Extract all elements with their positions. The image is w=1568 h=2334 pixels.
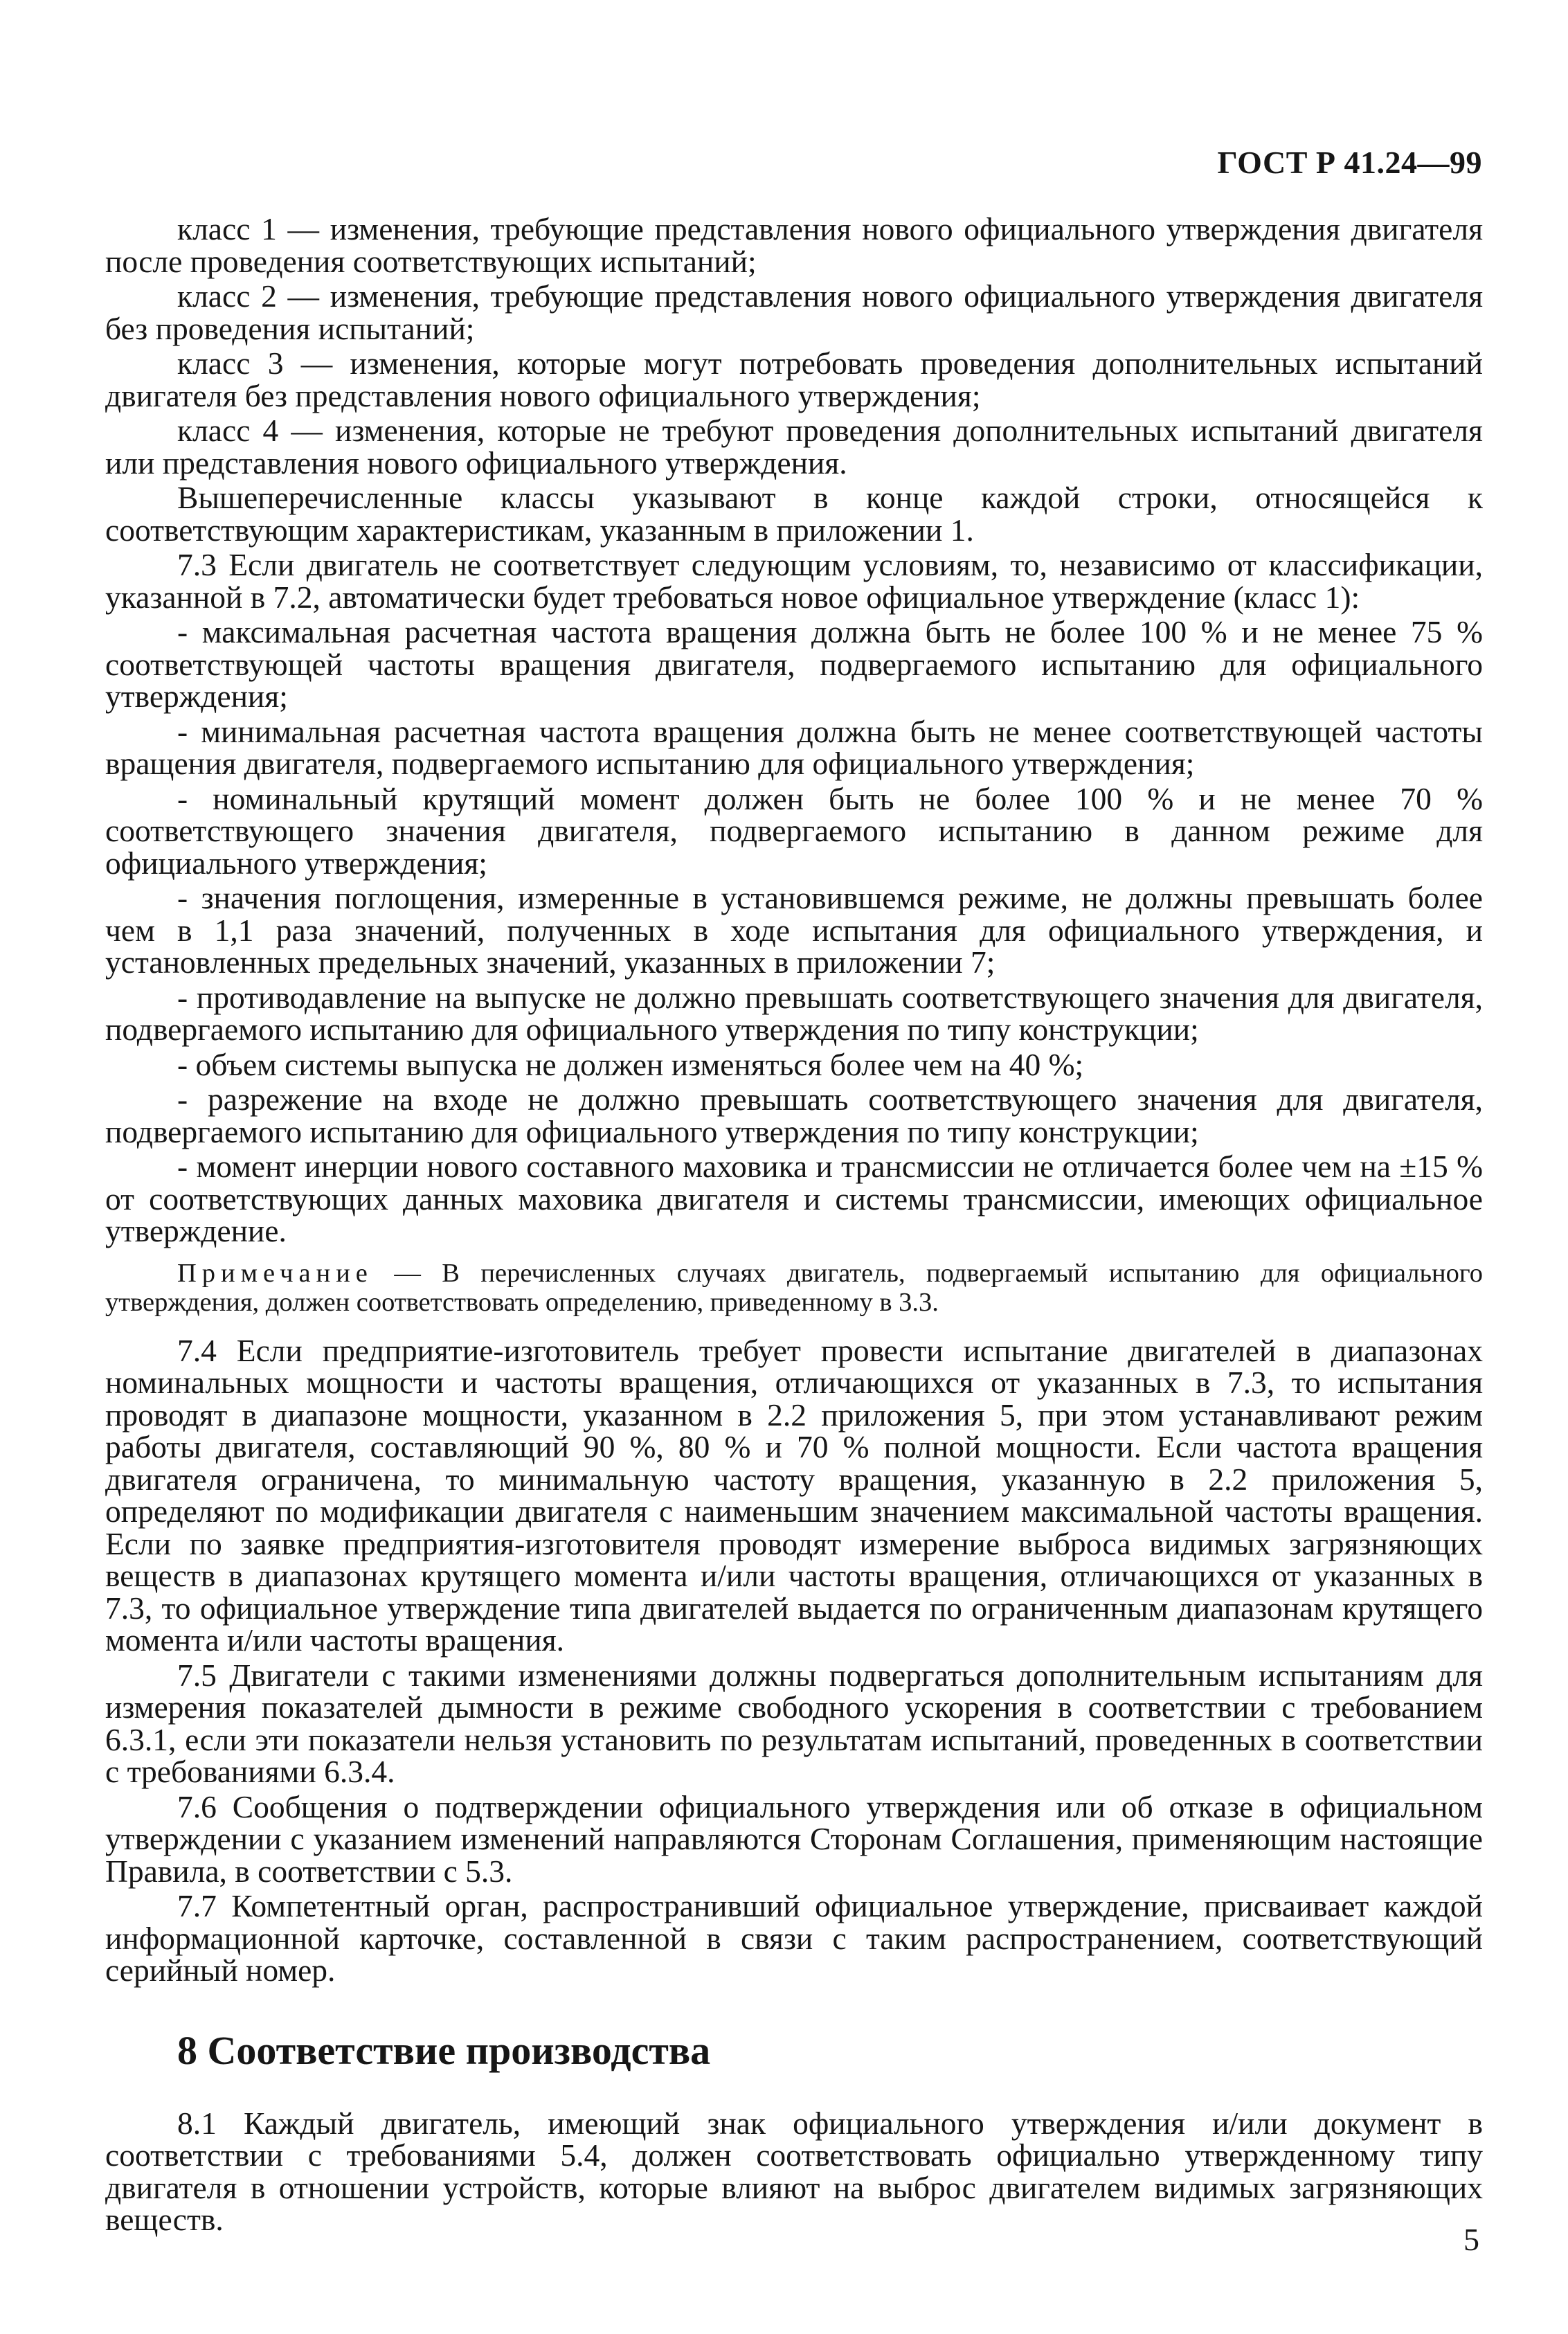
paragraph-7-6: 7.6 Сообщения о подтверждении официального утверждения или об отказе в официальном утверждении с указанием изменений направляются Сторонам Соглашения, применяющим настоящие Правила, в соответствии с 5.3. [105, 1788, 1483, 1889]
document-code: ГОСТ Р 41.24—99 [1217, 145, 1482, 180]
list-item-min-speed: - минимальная расчетная частота вращения должна быть не менее соответствующей частоты вращения двигателя, подвергаемого испытанию для официального утверждения; [105, 713, 1483, 781]
list-item-inertia: - момент инерции нового составного маховика и трансмиссии не отличается более чем на ±15 % от соответствующих данных маховика двигателя и системы трансмиссии, имеющих официальное утверждение. [105, 1149, 1483, 1248]
note [105, 1259, 1483, 1317]
paragraph-7-4: 7.4 Если предприятие-изготовитель требует провести испытание двигателей в диапазонах номинальных мощности и частоты вращения, отличающихся от указанных в 7.3, то испытания проводят в диапазоне мощности, указанном в 2.2 приложения 5, при этом устанавливают режим работы двигателя, составляющий 90 %, 80 % и 70 % полной мощности. Если частота вращения двигателя ограничена, то минимальную частоту вращения, указанную в 2.2 приложения 5, определяют по модификации двигателя с наименьшим значением максимальной частоты вращения. Если по заявке предприятия-изготовителя проводят измерение выброса видимых загрязняющих веществ в диапазонах крутящего момента и/или частоты вращения, отличающихся от указанных в 7.3, то официальное утверждение типа двигателей выдается по ограниченным диапазонам крутящего момента и/или частоты вращения. [105, 1332, 1483, 1658]
paragraph-class-1: класс 1 — изменения, требующие представления нового официального утверждения двигателя после проведения соответствующих испытаний; [105, 211, 1483, 279]
paragraph-classes-note: Вышеперечисленные классы указывают в конце каждой строки, относящейся к соответствующим характеристикам, указанным в приложении 1. [105, 480, 1483, 548]
document-body [105, 213, 1483, 2239]
list-item-intake-depression: - разрежение на входе не должно превышать соответствующего значения для двигателя, подвергаемого испытанию для официального утверждения по типу конструкции; [105, 1081, 1483, 1149]
paragraph-class-4: класс 4 — изменения, которые не требуют проведения дополнительных испытаний двигателя или представления нового официального утверждения. [105, 413, 1483, 481]
paragraph-class-3: класс 3 — изменения, которые могут потребовать проведения дополнительных испытаний двигателя без представления нового официального утверждения; [105, 345, 1483, 413]
page-number: 5 [1463, 2222, 1479, 2257]
list-item-backpressure: - противодавление на выпуске не должно превышать соответствующего значения для двигателя, подвергаемого испытанию для официального утверждения по типу конструкции; [105, 979, 1483, 1047]
paragraph-class-2: класс 2 — изменения, требующие представления нового официального утверждения двигателя без проведения испытаний; [105, 278, 1483, 346]
paragraph-7-7: 7.7 Компетентный орган, распространивший официальное утверждение, присваивает каждой информационной карточке, составленной в связи с таким распространением, соответствующий серийный номер. [105, 1888, 1483, 1988]
paragraph-7-3: 7.3 Если двигатель не соответствует следующим условиям, то, независимо от классификации, указанной в 7.2, автоматически будет требоваться новое официальное утверждение (класс 1): [105, 547, 1483, 615]
list-item-torque: - номинальный крутящий момент должен быть не более 100 % и не менее 70 % соответствующего значения двигателя, подвергаемого испытанию в данном режиме для официального утверждения; [105, 780, 1483, 881]
note-label: Примечание [177, 1258, 373, 1288]
paragraph-8-1: 8.1 Каждый двигатель, имеющий знак официального утверждения и/или документ в соответствии с требованиями 5.4, должен соответствовать официально утвержденному типу двигателя в отношении устройств, которые влияют на выброс двигателем видимых загрязняющих веществ. [105, 2105, 1483, 2237]
list-item-absorption: - значения поглощения, измеренные в установившемся режиме, не должны превышать более чем в 1,1 раза значений, полученных в ходе испытания для официального утверждения, и установленных предельных значений, указанных в приложении 7; [105, 880, 1483, 980]
paragraph-7-5: 7.5 Двигатели с такими изменениями должны подвергаться дополнительным испытаниям для измерения показателей дымности в режиме свободного ускорения в соответствии с требованием 6.3.1, если эти показатели нельзя установить по результатам испытаний, проведенных в соответствии с требованиями 6.3.4. [105, 1657, 1483, 1789]
note-text: — В перечисленных случаях двигатель, подвергаемый испытанию для официального утверждения, должен соответствовать определению, приведенному в 3.3. [105, 1258, 1483, 1317]
section-heading: 8 Соответствие производства [177, 2027, 711, 2073]
list-item-exhaust-volume: - объем системы выпуска не должен изменяться более чем на 40 %; [177, 1046, 1084, 1082]
list-item-max-speed: - максимальная расчетная частота вращения должна быть не более 100 % и не менее 75 % соответствующей частоты вращения двигателя, подвергаемого испытанию для официального утверждения; [105, 614, 1483, 714]
